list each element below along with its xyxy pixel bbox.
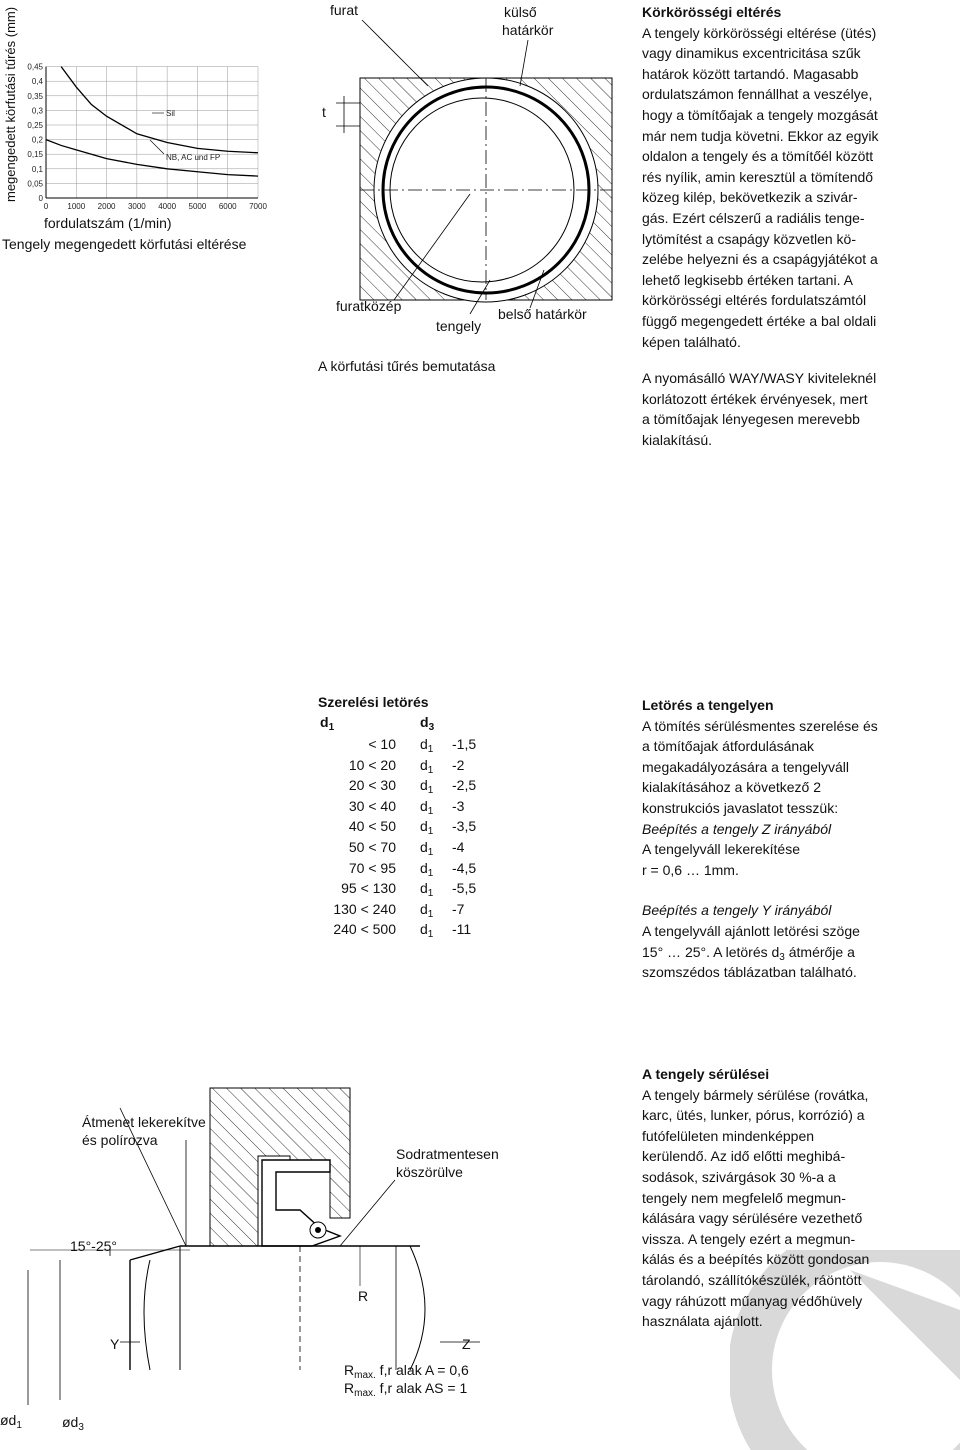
text-line: közeg kilép, bekövetkezik a szivár- [642, 189, 858, 206]
label-Z: Z [462, 1336, 471, 1352]
y-tick-label: 0,2 [31, 135, 43, 145]
table-row [318, 798, 518, 818]
row-value: -7 [452, 900, 465, 917]
table-row [318, 736, 518, 756]
text-line: ordulatszámon fennállhat a veszélye, [642, 86, 873, 103]
text-line: kálás és a beépítés között gondosan [642, 1251, 870, 1268]
y-tick-label: 0,3 [31, 106, 43, 116]
text-line: A tengelyváll ajánlott letörési szöge [642, 922, 860, 939]
text-line: r = 0,6 … 1mm. [642, 861, 739, 878]
install-z-heading: Beépítés a tengely Z irányából [642, 820, 832, 837]
row-value: -5,5 [452, 880, 477, 897]
text-line: oldalon a tengely és a tömítőél között [642, 148, 874, 165]
row-d1: $d_1$ [420, 736, 434, 755]
x-tick-label: 0 [43, 202, 49, 211]
row-value: -3 [452, 797, 465, 814]
chart-x-axis-label: fordulatszám (1/min) [44, 215, 172, 231]
table-row [318, 880, 518, 900]
row-range: 95 < 130 [341, 880, 396, 897]
text-line: gás. Ezért célszerű a radiális tenge- [642, 209, 865, 226]
label-polirozva: és polírozva [82, 1132, 158, 1148]
text-line: kialakítású. [642, 431, 713, 448]
table-row [318, 860, 518, 880]
row-value: -4 [452, 839, 465, 855]
row-d1: $d_1$ [420, 900, 434, 920]
row-range: 20 < 30 [348, 777, 396, 794]
row-range: 50 < 70 [348, 839, 396, 855]
section-body [642, 1085, 958, 1332]
label-R: R [358, 1288, 369, 1304]
text-line: sodások, szivárgások 30 %-a a [642, 1168, 836, 1185]
text-line: megakadályozására a tengelyváll [642, 758, 850, 775]
text-line: tárolandó, szállítókészülék, ráöntött [642, 1271, 862, 1288]
table-row [318, 921, 518, 941]
label-d3: $ød_3$ [62, 1414, 84, 1433]
row-d1: $d_1$ [420, 839, 434, 858]
label-rmax-a: $R_{max.}$ f,r alak A = 0,6 [344, 1362, 469, 1381]
text-line: zelébe helyezni és a csapágyjátékot a [642, 251, 878, 268]
text-line: karc, ütés, lunker, pórus, korrózió) a [642, 1107, 865, 1124]
text-line: konstrukciós javaslatot tesszük: [642, 799, 839, 816]
label-sodratmentesen: Sodratmentesen [396, 1146, 499, 1162]
row-d1: $d_1$ [420, 797, 434, 817]
section-title: Körkörösségi eltérés [642, 4, 782, 20]
y-tick-label: 0,05 [27, 179, 43, 189]
table-title: Szerelési letörés [318, 694, 429, 710]
table-row [318, 777, 518, 797]
row-range: 40 < 50 [348, 818, 396, 835]
label-hatarkor: határkör [502, 22, 554, 38]
x-tick-label: 7000 [249, 202, 267, 211]
x-tick-label: 3000 [127, 202, 146, 211]
text-line: tengely nem megfelelő megmun- [642, 1189, 846, 1206]
text-line: függő megengedett értéke a bal oldali [642, 312, 877, 329]
row-range: 30 < 40 [348, 797, 396, 814]
row-d1: $d_1$ [420, 756, 434, 776]
series-label: Sil [166, 109, 175, 118]
section-body [642, 23, 958, 353]
x-tick-label: 2000 [97, 202, 116, 211]
section-roundness [642, 2, 958, 450]
y-tick-label: 0,45 [27, 62, 43, 72]
text-line: a tömítőajak lényegesen merevebb [642, 411, 860, 428]
text-line: futófelületen mindenképpen [642, 1127, 815, 1144]
y-tick-label: 0,1 [31, 164, 43, 174]
series-label: NB, AC und FP [166, 153, 221, 162]
x-tick-label: 5000 [188, 202, 207, 211]
row-value: -2 [452, 756, 465, 773]
y-tick-label: 0,15 [27, 150, 43, 160]
text-line: hogy a tömítőajak a tengely mozgását [642, 106, 878, 123]
text-line: lytömítést a csapágy közvetlen kö- [642, 230, 856, 247]
text-line: vagy dinamikus excentricitása szűk [642, 45, 861, 62]
y-tick-label: 0 [38, 194, 43, 203]
x-tick-label: 6000 [218, 202, 237, 211]
text-line: határok között tartandó. Magasabb [642, 65, 859, 82]
text-line: a tömítőajak átfordulásának [642, 738, 814, 755]
row-range: 70 < 95 [348, 859, 396, 876]
section-title: A tengely sérülései [642, 1066, 770, 1082]
row-value: -1,5 [452, 736, 477, 752]
text-line: képen található. [642, 333, 741, 350]
text-line: A nyomásálló WAY/WASY kiviteleknél [642, 370, 877, 387]
text-line: kerülendő. Az idő előtti meghibá- [642, 1148, 846, 1165]
table-row [318, 818, 518, 838]
row-d1: $d_1$ [420, 777, 434, 797]
text-line: kálására vagy sérülésére vezethető [642, 1210, 863, 1227]
runout-diagram [300, 0, 620, 380]
y-tick-label: 0,4 [31, 77, 43, 87]
label-d1: $ød_1$ [0, 1412, 22, 1431]
label-furat: furat [330, 2, 359, 18]
label-angle: 15°-25° [70, 1238, 118, 1254]
table-row [318, 757, 518, 777]
section-body [642, 716, 958, 819]
chart-caption: Tengely megengedett körfutási eltérése [2, 236, 247, 252]
row-d1: $d_1$ [420, 818, 434, 838]
text-line: 15° … 25°. A letörés $d_3$ átmérője a [642, 943, 855, 963]
speed-tolerance-chart [0, 0, 300, 260]
label-t: t [322, 104, 326, 120]
install-y-heading: Beépítés a tengely Y irányából [642, 902, 832, 919]
table-row [318, 901, 518, 921]
row-range: 130 < 240 [333, 900, 396, 917]
label-belso-hatarkor: belső határkör [498, 306, 587, 322]
text-line: vagy ráhúzott műanyag védőhüvely [642, 1292, 863, 1309]
label-tengely: tengely [436, 318, 482, 334]
y-tick-label: 0,25 [27, 121, 43, 130]
text-line: használata ajánlott. [642, 1313, 763, 1330]
section-title: Letörés a tengelyen [642, 697, 774, 713]
text-line: már nem tudja követni. Ekkor az egyik [642, 127, 879, 144]
row-value: -2,5 [452, 777, 477, 794]
table-header-d3: $d_3$ [420, 714, 435, 733]
table-header-d1: $d_1$ [320, 714, 335, 733]
row-range: < 10 [368, 736, 396, 752]
series-line [46, 140, 258, 177]
table-row [318, 839, 518, 859]
text-line: szomszédos táblázatban található. [642, 964, 857, 981]
x-tick-label: 4000 [158, 202, 177, 211]
text-line: A tömítés sérülésmentes szerelése és [642, 717, 878, 734]
x-tick-label: 1000 [67, 202, 86, 211]
row-range: 240 < 500 [333, 921, 396, 938]
diagram-caption: A körfutási tűrés bemutatása [318, 358, 496, 374]
row-d1: $d_1$ [420, 921, 434, 941]
shaft-seal-diagram [0, 1060, 520, 1450]
row-d1: $d_1$ [420, 859, 434, 879]
text-line: körkörösségi eltérés fordulatszámtól [642, 292, 867, 309]
label-kulso: külső [504, 4, 537, 20]
row-range: 10 < 20 [348, 756, 396, 773]
section-shaft-chamfer [642, 695, 958, 983]
section-shaft-damage [642, 1064, 958, 1332]
label-Y: Y [110, 1336, 120, 1352]
text-line: rés nyílik, amin keresztül a tömítendő [642, 168, 874, 185]
text-line: A tengely körkörösségi eltérése (ütés) [642, 24, 877, 41]
text-line: kialakításához a következő 2 [642, 779, 821, 796]
label-koszorulve: köszörülve [396, 1164, 463, 1180]
text-line: korlátozott értékek érvényesek, mert [642, 390, 868, 407]
chart-y-axis-label: megengedett körfutási tűrés (mm) [3, 6, 18, 202]
row-value: -11 [452, 921, 472, 938]
text-line: A tengelyváll lekerekítése [642, 841, 800, 858]
label-rmax-as: $R_{max.}$ f,r alak AS = 1 [344, 1380, 468, 1399]
text-line: vissza. A tengely ezért a megmun- [642, 1230, 856, 1247]
row-d1: $d_1$ [420, 880, 434, 900]
text-line: A tengely bármely sérülése (rovátka, [642, 1086, 869, 1103]
row-value: -3,5 [452, 818, 477, 835]
text-line: lehető legkisebb értéken tartani. A [642, 271, 853, 288]
label-atmenet: Átmenet lekerekítve [82, 1114, 206, 1130]
section-note [642, 368, 958, 450]
y-tick-label: 0,35 [27, 91, 43, 101]
row-value: -4,5 [452, 859, 477, 876]
label-furatkozep: furatközép [336, 298, 402, 314]
chamfer-table [318, 694, 518, 944]
series-label-leader [150, 140, 164, 154]
